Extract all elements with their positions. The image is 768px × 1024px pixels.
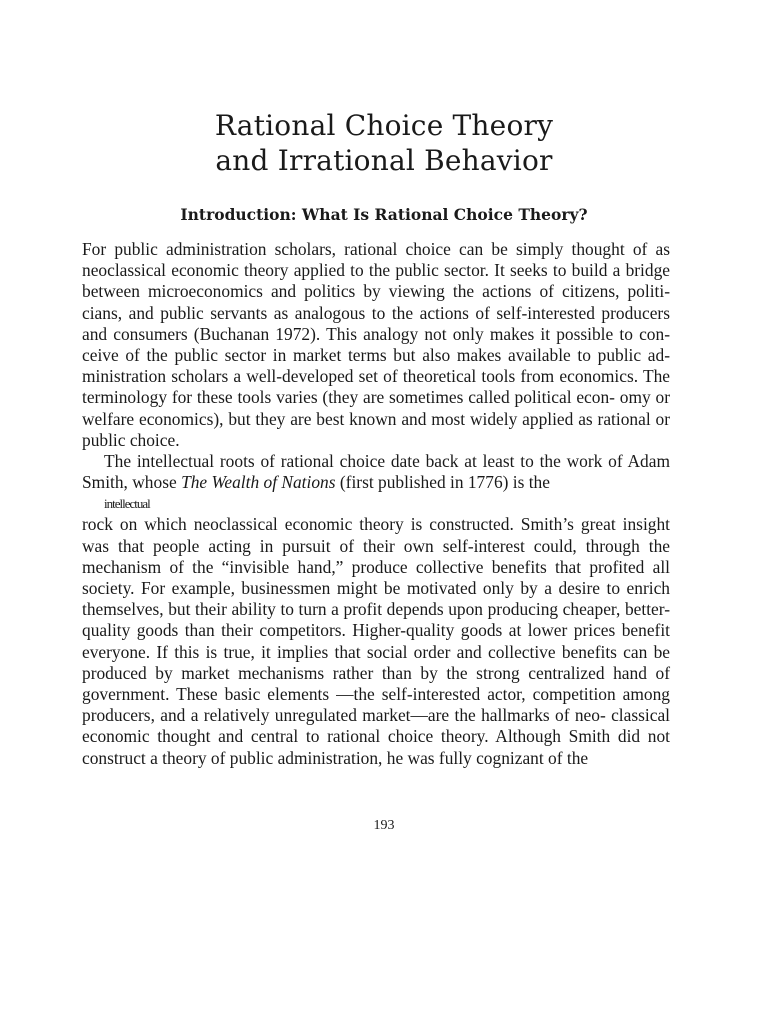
paragraph-2-lead: The intellectual roots of rational choice date back at least to the work of Adam Smith, whose <box>82 451 670 493</box>
book-title: The Wealth of Nations <box>181 472 336 493</box>
section-heading: Introduction: What Is Rational Choice Theory? <box>180 205 588 224</box>
paragraph-1: For public administration scholars, rational choice can be simply thought of as neoclassical economic theory applied to the public sector. It seeks to build a bridge between microeconomics and politics by viewing the actions of citizens, politi- cians, and public servants as analogous to the actions of self-interested producers and consumers (Buchanan 1972). This analogy not only makes it possible to con- ceive of the public sector in market terms but also makes available to public ad- ministration scholars a well-developed set of theoretical tools from economics. The terminology for these tools varies (they are sometimes called political econ- omy or welfare economics), but they are best known and most widely applied as rational or public choice. <box>82 239 670 450</box>
paragraph-3: rock on which neoclassical economic theory is constructed. Smith’s great insight was that people acting in pursuit of their own self-interest could, through the mechanism of the “invisible hand,” produce collective benefits that profited all society. For example, businessmen might be motivated only by a desire to enrich themselves, but their ability to turn a profit depends upon producing cheaper, better-quality goods than their competitors. Higher-quality goods at lower prices benefit everyone. If this is true, it implies that social order and collective benefits can be produced by market mechanisms rather than by the strong centralized hand of government. These basic elements —the self-interested actor, competition among producers, and a relatively unregulated market—are the hallmarks of neo- classical economic thought and central to rational choice theory. Although Smith did not construct a theory of public administration, he was fully cognizant of the <box>82 514 670 768</box>
chapter-title-line-2: and Irrational Behavior <box>215 144 553 177</box>
chapter-title <box>0 108 768 178</box>
paragraph-2 <box>82 451 670 514</box>
chapter-title-line-1: Rational Choice Theory <box>214 109 554 142</box>
paragraph-2-fragment: intellectual <box>104 496 150 512</box>
page-number: 193 <box>373 818 395 833</box>
body-text <box>82 239 670 769</box>
paragraph-2-after-title: (first published in 1776) is the <box>339 472 550 493</box>
